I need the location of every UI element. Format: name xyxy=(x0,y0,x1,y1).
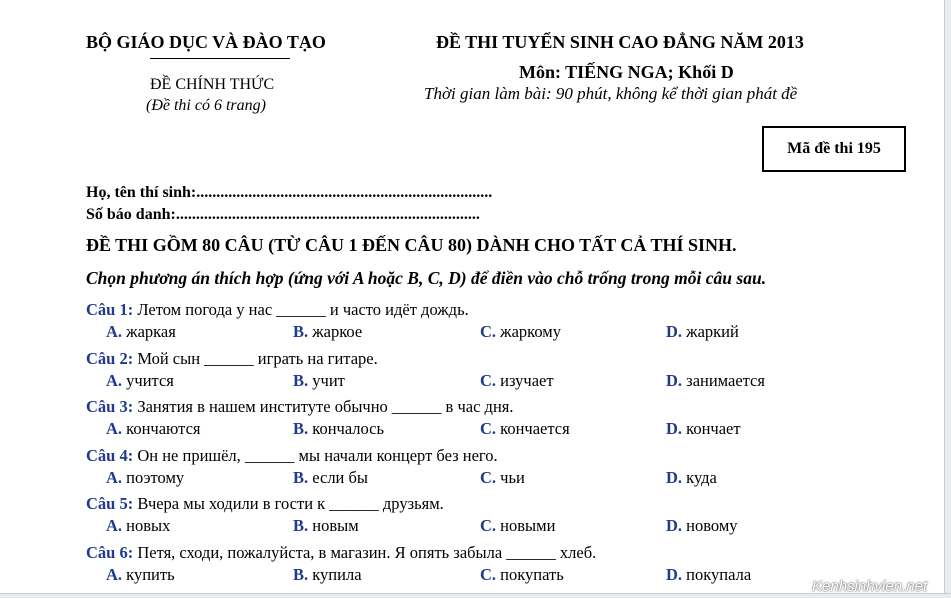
option-text: покупала xyxy=(686,565,752,584)
instructions-subheading: Chọn phương án thích hợp (ứng với A hoặc B, C, D) để điền vào chỗ trống trong mỗi câu sau. xyxy=(86,268,767,288)
ministry-underline xyxy=(150,58,290,59)
option-letter: A. xyxy=(106,468,123,487)
question-text: Мой сын ______ играть на гитаре. xyxy=(137,349,378,368)
option-text: кончается xyxy=(500,419,570,438)
option-letter: D. xyxy=(666,322,683,341)
question-6 xyxy=(86,543,596,563)
option-letter: C. xyxy=(480,468,497,487)
option-text: новому xyxy=(686,516,738,535)
official-label: ĐỀ CHÍNH THỨC xyxy=(150,76,275,93)
question-number: Câu 1: xyxy=(86,300,134,319)
option-d xyxy=(666,371,765,391)
option-text: изучает xyxy=(500,371,554,390)
exam-code-box xyxy=(762,126,906,172)
option-text: купить xyxy=(126,565,175,584)
question-number: Câu 6: xyxy=(86,543,134,562)
question-number: Câu 2: xyxy=(86,349,134,368)
option-letter: D. xyxy=(666,468,683,487)
option-letter: D. xyxy=(666,371,683,390)
option-c xyxy=(480,516,555,536)
option-text: жаркий xyxy=(686,322,739,341)
option-d xyxy=(666,565,751,585)
option-letter: A. xyxy=(106,516,123,535)
option-text: учится xyxy=(126,371,174,390)
option-text: новых xyxy=(126,516,171,535)
site-watermark: Kenhsinhvien.net xyxy=(812,578,928,595)
option-letter: A. xyxy=(106,371,123,390)
option-c xyxy=(480,371,554,391)
exam-subject: Môn: TIẾNG NGA; Khối D xyxy=(519,62,734,82)
option-text: покупать xyxy=(500,565,564,584)
question-1 xyxy=(86,300,469,320)
option-c xyxy=(480,468,525,488)
question-2 xyxy=(86,349,378,369)
window-bottom-border xyxy=(0,593,951,598)
option-letter: C. xyxy=(480,516,497,535)
option-d xyxy=(666,322,739,342)
option-a xyxy=(106,419,201,439)
option-b xyxy=(293,322,362,342)
option-b xyxy=(293,516,359,536)
option-text: куда xyxy=(686,468,717,487)
exam-title: ĐỀ THI TUYỂN SINH CAO ĐẲNG NĂM 2013 xyxy=(436,32,804,52)
window-right-border xyxy=(944,0,951,597)
option-letter: D. xyxy=(666,516,683,535)
option-letter: C. xyxy=(480,419,497,438)
option-text: чьи xyxy=(500,468,525,487)
option-letter: B. xyxy=(293,371,309,390)
page-count-note: (Đề thi có 6 trang) xyxy=(146,97,266,114)
question-text: Он не пришёл, ______ мы начали концерт без него. xyxy=(137,446,498,465)
question-text: Петя, сходи, пожалуйста, в магазин. Я опять забыла ______ хлеб. xyxy=(137,543,597,562)
option-text: учит xyxy=(312,371,345,390)
option-c xyxy=(480,565,564,585)
option-letter: D. xyxy=(666,565,683,584)
exam-code: Mã đề thi 195 xyxy=(787,140,881,157)
option-text: жаркое xyxy=(312,322,363,341)
option-d xyxy=(666,419,741,439)
time-note: Thời gian làm bài: 90 phút, không kể thời gian phát đề xyxy=(424,84,798,103)
option-letter: B. xyxy=(293,322,309,341)
option-a xyxy=(106,322,176,342)
option-text: жаркая xyxy=(126,322,176,341)
option-text: если бы xyxy=(312,468,368,487)
option-a xyxy=(106,565,175,585)
option-text: новым xyxy=(312,516,359,535)
option-text: занимается xyxy=(686,371,765,390)
option-text: новыми xyxy=(500,516,556,535)
question-4 xyxy=(86,446,498,466)
question-text: Занятия в нашем институте обычно ______ в час дня. xyxy=(137,397,514,416)
option-c xyxy=(480,322,561,342)
option-text: кончалось xyxy=(312,419,385,438)
option-letter: A. xyxy=(106,565,123,584)
question-number: Câu 5: xyxy=(86,494,134,513)
option-a xyxy=(106,371,174,391)
option-letter: B. xyxy=(293,419,309,438)
question-3 xyxy=(86,397,513,417)
candidate-id-line: Số báo danh:............................................................................ xyxy=(86,206,480,223)
option-b xyxy=(293,371,345,391)
option-text: кончает xyxy=(686,419,741,438)
option-letter: A. xyxy=(106,419,123,438)
option-d xyxy=(666,468,717,488)
option-letter: C. xyxy=(480,322,497,341)
ministry-name: BỘ GIÁO DỤC VÀ ĐÀO TẠO xyxy=(86,32,326,52)
option-b xyxy=(293,419,384,439)
option-c xyxy=(480,419,570,439)
option-text: кончаются xyxy=(126,419,201,438)
option-letter: B. xyxy=(293,565,309,584)
question-number: Câu 4: xyxy=(86,446,134,465)
option-letter: C. xyxy=(480,371,497,390)
option-letter: B. xyxy=(293,516,309,535)
option-a xyxy=(106,468,184,488)
option-b xyxy=(293,468,368,488)
option-text: жаркому xyxy=(500,322,561,341)
option-a xyxy=(106,516,170,536)
option-letter: C. xyxy=(480,565,497,584)
question-number: Câu 3: xyxy=(86,397,134,416)
option-letter: D. xyxy=(666,419,683,438)
question-text: Летом погода у нас ______ и часто идёт дождь. xyxy=(137,300,469,319)
option-text: купила xyxy=(312,565,362,584)
option-d xyxy=(666,516,738,536)
question-text: Вчера мы ходили в гости к ______ друзьям. xyxy=(137,494,444,513)
question-5 xyxy=(86,494,444,514)
option-letter: A. xyxy=(106,322,123,341)
instructions-heading: ĐỀ THI GỒM 80 CÂU (TỪ CÂU 1 ĐẾN CÂU 80) DÀNH CHO TẤT CẢ THÍ SINH. xyxy=(86,235,737,255)
option-b xyxy=(293,565,362,585)
candidate-name-line: Họ, tên thí sinh:.......................................................................... xyxy=(86,184,493,201)
option-text: поэтому xyxy=(126,468,185,487)
option-letter: B. xyxy=(293,468,309,487)
